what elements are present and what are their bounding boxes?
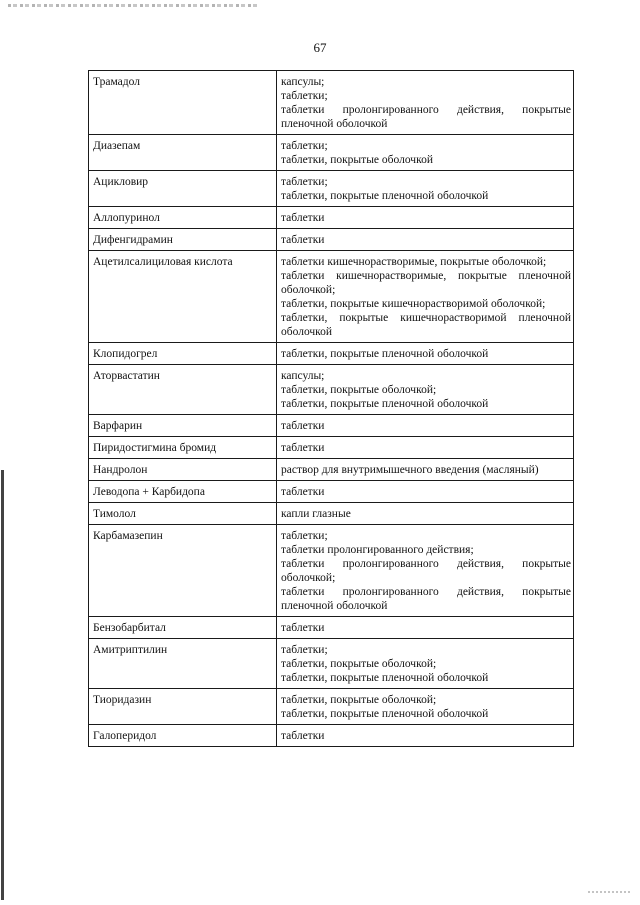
dosage-form-line: капсулы;: [281, 370, 325, 382]
dosage-forms: [277, 437, 574, 459]
dosage-form-line: таблетки: [281, 486, 325, 498]
scan-edge-left: [1, 470, 4, 900]
drug-table: [88, 70, 574, 747]
drug-name: Аллопуринол: [89, 207, 277, 229]
page-number: 67: [313, 40, 327, 55]
table-row: [89, 365, 574, 415]
dosage-forms: [277, 71, 574, 135]
dosage-form-line: таблетки кишечнорастворимые, покрытые оболочкой;: [281, 256, 547, 268]
dosage-form-line: таблетки, покрытые оболочкой;: [281, 658, 437, 670]
table-row: [89, 71, 574, 135]
drug-name: Ацикловир: [89, 171, 277, 207]
drug-name: Бензобарбитал: [89, 617, 277, 639]
dosage-forms: [277, 229, 574, 251]
dosage-form-line: таблетки: [281, 730, 325, 742]
drug-name: Пиридостигмина бромид: [89, 437, 277, 459]
drug-name: Клопидогрел: [89, 343, 277, 365]
dosage-form-line: таблетки, покрытые пленочной оболочкой: [281, 708, 489, 720]
dosage-form-line: таблетки, покрытые пленочной оболочкой: [281, 398, 489, 410]
dosage-forms: [277, 525, 574, 617]
dosage-form-line: таблетки;: [281, 140, 328, 152]
table-row: [89, 525, 574, 617]
table-row: [89, 171, 574, 207]
drug-name: Трамадол: [89, 71, 277, 135]
drug-name: Дифенгидрамин: [89, 229, 277, 251]
drug-name: Тимолол: [89, 503, 277, 525]
table-row: [89, 437, 574, 459]
table-row: [89, 135, 574, 171]
drug-name: Ацетилсалициловая кислота: [89, 251, 277, 343]
drug-name: Нандролон: [89, 459, 277, 481]
table-row: [89, 207, 574, 229]
dosage-form-line: таблетки, покрытые пленочной оболочкой: [281, 672, 489, 684]
dosage-form-line: таблетки кишечнорастворимые, покрытые пленочной оболочкой;: [281, 270, 571, 296]
dosage-form-line: таблетки;: [281, 644, 328, 656]
dosage-forms: [277, 415, 574, 437]
dosage-forms: [277, 135, 574, 171]
dosage-form-line: таблетки;: [281, 530, 328, 542]
dosage-form-line: капсулы;: [281, 76, 325, 88]
dosage-forms: [277, 481, 574, 503]
table-row: [89, 459, 574, 481]
dosage-form-line: таблетки, покрытые пленочной оболочкой: [281, 348, 489, 360]
drug-name: Карбамазепин: [89, 525, 277, 617]
dosage-forms: [277, 459, 574, 481]
drug-name: Тиоридазин: [89, 689, 277, 725]
dosage-forms: [277, 343, 574, 365]
scan-artifact-top: [8, 4, 258, 7]
table-row: [89, 689, 574, 725]
dosage-form-line: таблетки, покрытые оболочкой: [281, 154, 433, 166]
dosage-forms: [277, 503, 574, 525]
table-row: [89, 503, 574, 525]
dosage-form-line: таблетки пролонгированного действия, покрытые оболочкой;: [281, 558, 571, 584]
dosage-form-line: таблетки: [281, 420, 325, 432]
dosage-forms: [277, 365, 574, 415]
dosage-form-line: таблетки: [281, 622, 325, 634]
dosage-forms: [277, 207, 574, 229]
dosage-form-line: таблетки пролонгированного действия, покрытые пленочной оболочкой: [281, 586, 571, 612]
table-row: [89, 251, 574, 343]
scan-artifact-bottom: [588, 891, 632, 893]
dosage-form-line: таблетки пролонгированного действия;: [281, 544, 474, 556]
dosage-forms: [277, 251, 574, 343]
drug-name: Леводопа + Карбидопа: [89, 481, 277, 503]
dosage-form-line: раствор для внутримышечного введения (масляный): [281, 464, 539, 476]
dosage-forms: [277, 725, 574, 747]
table-row: [89, 343, 574, 365]
dosage-form-line: таблетки пролонгированного действия, покрытые пленочной оболочкой: [281, 104, 571, 130]
dosage-form-line: таблетки: [281, 212, 325, 224]
table-row: [89, 725, 574, 747]
drug-name: Диазепам: [89, 135, 277, 171]
dosage-form-line: таблетки;: [281, 176, 328, 188]
table-row: [89, 229, 574, 251]
drug-name: Аторвастатин: [89, 365, 277, 415]
dosage-form-line: таблетки, покрытые оболочкой;: [281, 384, 437, 396]
dosage-form-line: таблетки: [281, 442, 325, 454]
dosage-form-line: таблетки, покрытые кишечнорастворимой пленочной оболочкой: [281, 312, 571, 338]
dosage-form-line: таблетки: [281, 234, 325, 246]
drug-name: Варфарин: [89, 415, 277, 437]
dosage-forms: [277, 617, 574, 639]
dosage-form-line: капли глазные: [281, 508, 351, 520]
dosage-form-line: таблетки, покрытые оболочкой;: [281, 694, 437, 706]
table-row: [89, 481, 574, 503]
drug-table-body: [89, 71, 574, 747]
table-row: [89, 617, 574, 639]
drug-name: Галоперидол: [89, 725, 277, 747]
table-row: [89, 639, 574, 689]
table-row: [89, 415, 574, 437]
dosage-form-line: таблетки, покрытые кишечнорастворимой оболочкой;: [281, 298, 546, 310]
dosage-form-line: таблетки, покрытые пленочной оболочкой: [281, 190, 489, 202]
dosage-forms: [277, 171, 574, 207]
dosage-form-line: таблетки;: [281, 90, 328, 102]
dosage-forms: [277, 639, 574, 689]
dosage-forms: [277, 689, 574, 725]
drug-name: Амитриптилин: [89, 639, 277, 689]
